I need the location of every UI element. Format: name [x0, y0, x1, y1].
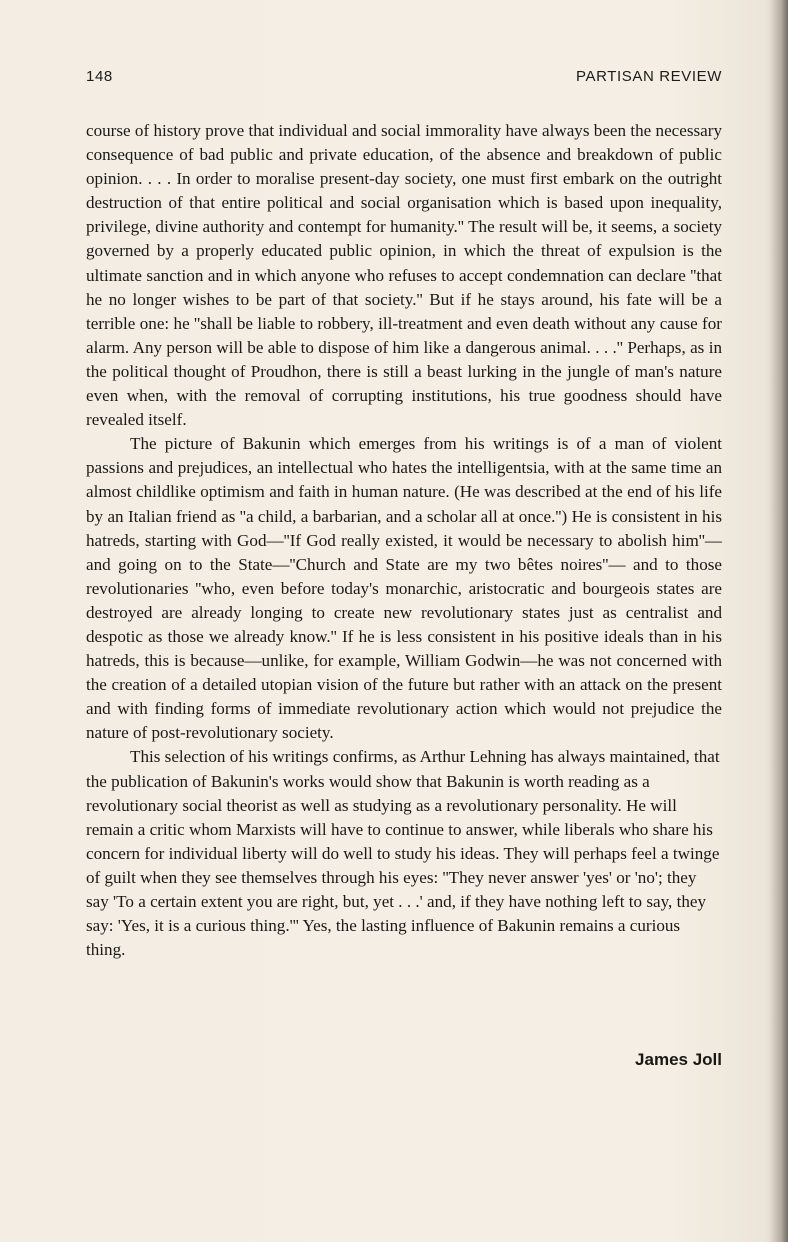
article-body — [86, 119, 722, 962]
paragraph-3: This selection of his writings confirms, as Arthur Lehning has always maintained, that the publication of Bakunin's works would show that Bakunin is worth reading as a revolutionary social theorist as well as studying as a revolutionary personality. He will remain a critic whom Marxists will have to continue to answer, while liberals who share his concern for individual liberty will do well to study his ideas. They will perhaps feel a twinge of guilt when they see themselves through his eyes: ''They never answer 'yes' or 'no'; they say 'To a certain extent you are right, but, yet . . .' and, if they have nothing left to say, they say: 'Yes, it is a curious thing.''' Yes, the lasting influence of Bakunin remains a curious thing. — [86, 747, 720, 960]
author-signature: James Joll — [635, 1050, 722, 1069]
paragraph-2: The picture of Bakunin which emerges from his writings is of a man of violent passions and prejudices, an intellectual who hates the intelligentsia, with at the same time an almost childlike optimism and faith in human nature. (He was described at the end of his life by an Italian friend as ''a child, a barbarian, and a scholar all at once.'') He is consistent in his hatreds, starting with God—''If God really existed, it would be necessary to abolish him''— and going on to the State—''Church and State are my two bêtes noires''— and to those revolutionaries ''who, even before today's monarchic, aristocratic and bourgeois states are destroyed are already longing to create new revolutionary states just as centralist and despotic as those we already know.'' If he is less consistent in his positive ideals than in his hatreds, this is because—unlike, for example, William Godwin—he was not concerned with the creation of a detailed utopian vision of the future but rather with an attack on the present and with finding forms of immediate revolutionary action which would not prejudice the nature of post-revolutionary society. — [86, 434, 722, 743]
page-header — [86, 68, 722, 90]
page-number: 148 — [86, 68, 113, 85]
page-gutter-shadow — [770, 0, 788, 1242]
paragraph-1: course of history prove that individual and social immorality have always been the necessary consequence of bad public and private education, of the absence and breakdown of public opinion. . . . In order to moralise present-day society, one must first embark on the outright destruction of that entire political and social organisation which is based upon inequality, privilege, divine authority and contempt for humanity.'' The result will be, it seems, a society governed by a properly educated public opinion, in which the threat of expulsion is the ultimate sanction and in which anyone who refuses to accept condemnation can declare ''that he no longer wishes to be part of that society.'' But if he stays around, his fate will be a terrible one: he ''shall be liable to robbery, ill-treatment and even death without any cause for alarm. Any person will be able to dispose of him like a dangerous animal. . . .'' Perhaps, as in the political thought of Proudhon, there is still a beast lurking in the jungle of man's nature even when, with the removal of corrupting institutions, his true goodness should have revealed itself. — [86, 121, 722, 430]
running-head: PARTISAN REVIEW — [576, 68, 722, 85]
